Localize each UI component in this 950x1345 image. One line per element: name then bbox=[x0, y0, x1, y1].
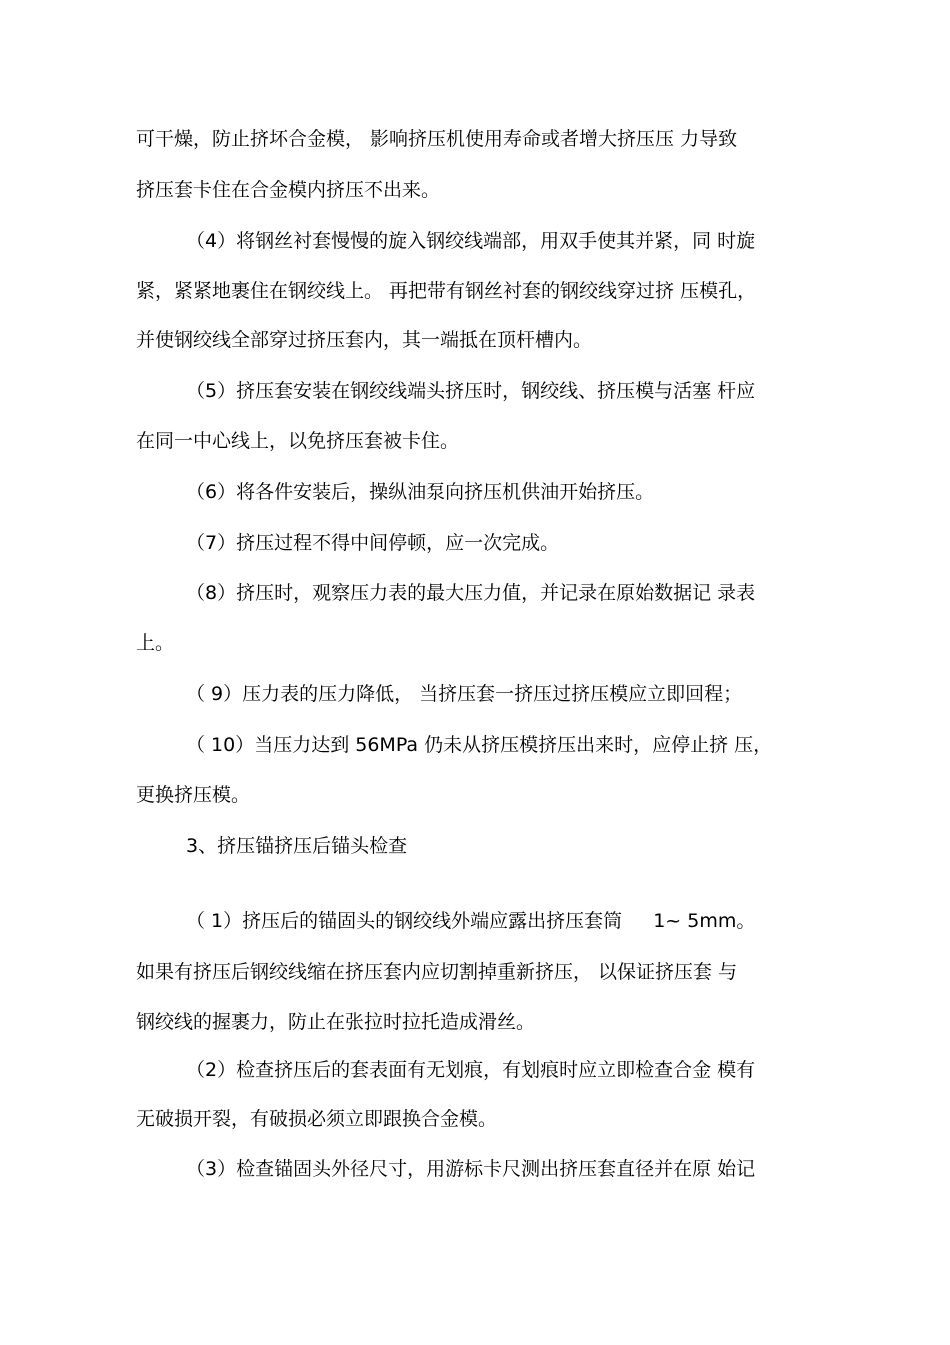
text-line-11: 上。 bbox=[136, 632, 175, 654]
text-line-17: 如果有挤压后钢绞线缩在挤压套内应切割掉重新挤压， 以保证挤压套 与 bbox=[136, 961, 738, 983]
section-heading: 3、挤压锚挤压后锚头检查 bbox=[186, 835, 408, 857]
text-line-16: （ 1）挤压后的锚固头的钢绞线外端应露出挤压套筒 1~ 5mm。 bbox=[186, 910, 756, 932]
text-line-14: 更换挤压模。 bbox=[136, 784, 251, 806]
text-line-6: （5）挤压套安装在钢绞线端头挤压时，钢绞线、挤压模与活塞 杆应 bbox=[186, 380, 756, 402]
text-line-9: （7）挤压过程不得中间停顿，应一次完成。 bbox=[186, 532, 560, 554]
text-line-12: （ 9）压力表的压力降低， 当挤压套一挤压过挤压模应立即回程； bbox=[186, 683, 743, 705]
text-line-18: 钢绞线的握裹力，防止在张拉时拉托造成滑丝。 bbox=[136, 1011, 536, 1033]
text-line-20: 无破损开裂，有破损必须立即跟换合金模。 bbox=[136, 1108, 498, 1130]
text-line-2: 挤压套卡住在合金模内挤压不出来。 bbox=[136, 179, 441, 201]
text-line-21: （3）检查锚固头外径尺寸，用游标卡尺测出挤压套直径并在原 始记 bbox=[186, 1158, 756, 1180]
text-line-19: （2）检查挤压后的套表面有无划痕，有划痕时应立即检查合金 模有 bbox=[186, 1059, 756, 1081]
text-line-1: 可干燥，防止挤坏合金模， 影响挤压机使用寿命或者增大挤压压 力导致 bbox=[136, 128, 738, 150]
text-line-10: （8）挤压时，观察压力表的最大压力值，并记录在原始数据记 录表 bbox=[186, 582, 756, 604]
text-line-5: 并使钢绞线全部穿过挤压套内，其一端抵在顶杆槽内。 bbox=[136, 329, 593, 351]
text-line-4: 紧，紧紧地裹住在钢绞线上。 再把带有钢丝衬套的钢绞线穿过挤 压模孔， bbox=[136, 280, 757, 302]
text-line-13: （ 10）当压力达到 56MPa 仍未从挤压模挤压出来时，应停止挤 压， bbox=[186, 734, 773, 756]
text-line-3: （4）将钢丝衬套慢慢的旋入钢绞线端部，用双手使其并紧，同 时旋 bbox=[186, 230, 756, 252]
text-line-8: （6）将各件安装后，操纵油泵向挤压机供油开始挤压。 bbox=[186, 481, 655, 503]
text-line-7: 在同一中心线上，以免挤压套被卡住。 bbox=[136, 430, 460, 452]
